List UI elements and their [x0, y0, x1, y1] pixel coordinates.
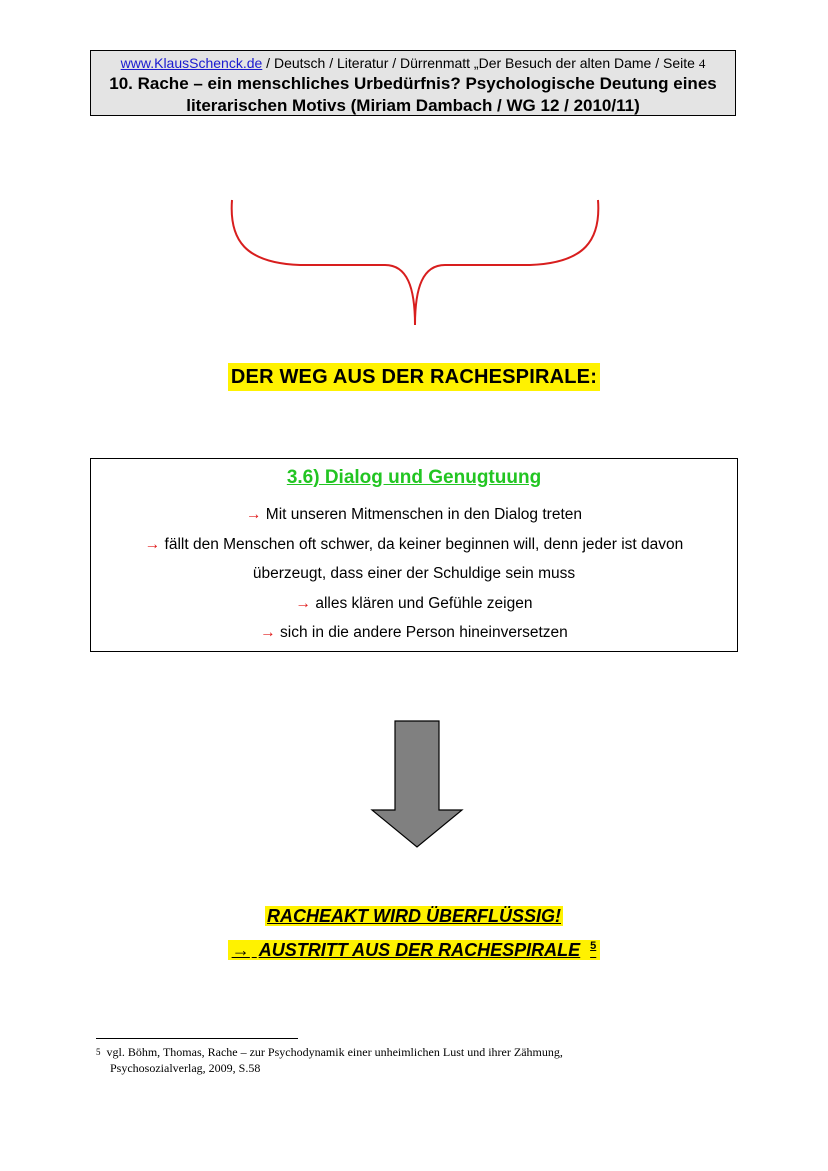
section-title-text: DER WEG AUS DER RACHESPIRALE: — [228, 363, 600, 391]
box-list-item — [91, 589, 737, 619]
footnote-number: 5 — [96, 1047, 101, 1057]
box-list-item-text: sich in die andere Person hineinversetzen — [280, 624, 568, 641]
header-title-line-2: literarischen Motivs (Miriam Dambach / WG 12 / 2010/11) — [186, 96, 640, 115]
right-arrow-icon: → — [295, 594, 312, 612]
result-line-2 — [0, 940, 828, 961]
dialog-box — [90, 458, 738, 652]
box-list-item-text: Mit unseren Mitmenschen in den Dialog treten — [265, 506, 582, 523]
footnote — [96, 1044, 696, 1076]
box-list-item-text: fällt den Menschen oft schwer, da keiner beginnen will, denn jeder ist davon — [164, 535, 684, 553]
footnote-line-1 — [96, 1044, 696, 1060]
box-list-item — [91, 559, 737, 589]
box-list-item-text: alles klären und Gefühle zeigen — [315, 594, 533, 612]
box-heading: 3.6) Dialog und Genugtuung — [286, 467, 542, 488]
right-arrow-icon: → — [245, 506, 262, 523]
footnote-line-2: Psychosozialverlag, 2009, S.58 — [110, 1061, 261, 1075]
footnote-reference[interactable]: 5 — [590, 940, 597, 952]
header-path: / Deutsch / Literatur / Dürrenmatt „Der Besuch der alten Dame / Seite — [262, 55, 695, 71]
website-link[interactable]: www.KlausSchenck.de — [120, 55, 263, 71]
page-number: 4 — [698, 56, 706, 71]
box-list-item-text: überzeugt, dass einer der Schuldige sein muss — [252, 565, 576, 582]
header-breadcrumb — [91, 54, 735, 73]
section-title — [0, 366, 828, 389]
box-list-item — [91, 500, 737, 530]
page-header — [90, 50, 736, 116]
result-line-1 — [0, 906, 828, 927]
footnote-separator — [96, 1038, 298, 1039]
right-arrow-icon: → — [144, 535, 161, 553]
box-list-item — [91, 618, 737, 648]
result-text-2: AUSTRITT AUS DER RACHESPIRALE — [258, 940, 581, 960]
right-arrow-icon: → — [231, 940, 250, 960]
curly-brace-icon — [225, 195, 605, 330]
footnote-text-1: vgl. Böhm, Thomas, Rache – zur Psychodynamik einer unheimlichen Lust und ihrer Zähmung, — [106, 1045, 563, 1059]
result-text-2-wrap — [228, 940, 601, 960]
box-list-item — [91, 530, 737, 560]
down-arrow-icon — [370, 720, 464, 850]
right-arrow-icon: → — [260, 624, 276, 641]
result-text-1: RACHEAKT WIRD ÜBERFLÜSSIG! — [267, 906, 561, 926]
header-title-line-1: 10. Rache – ein menschliches Urbedürfnis? Psychologische Deutung eines — [109, 74, 717, 93]
box-list — [91, 500, 737, 648]
